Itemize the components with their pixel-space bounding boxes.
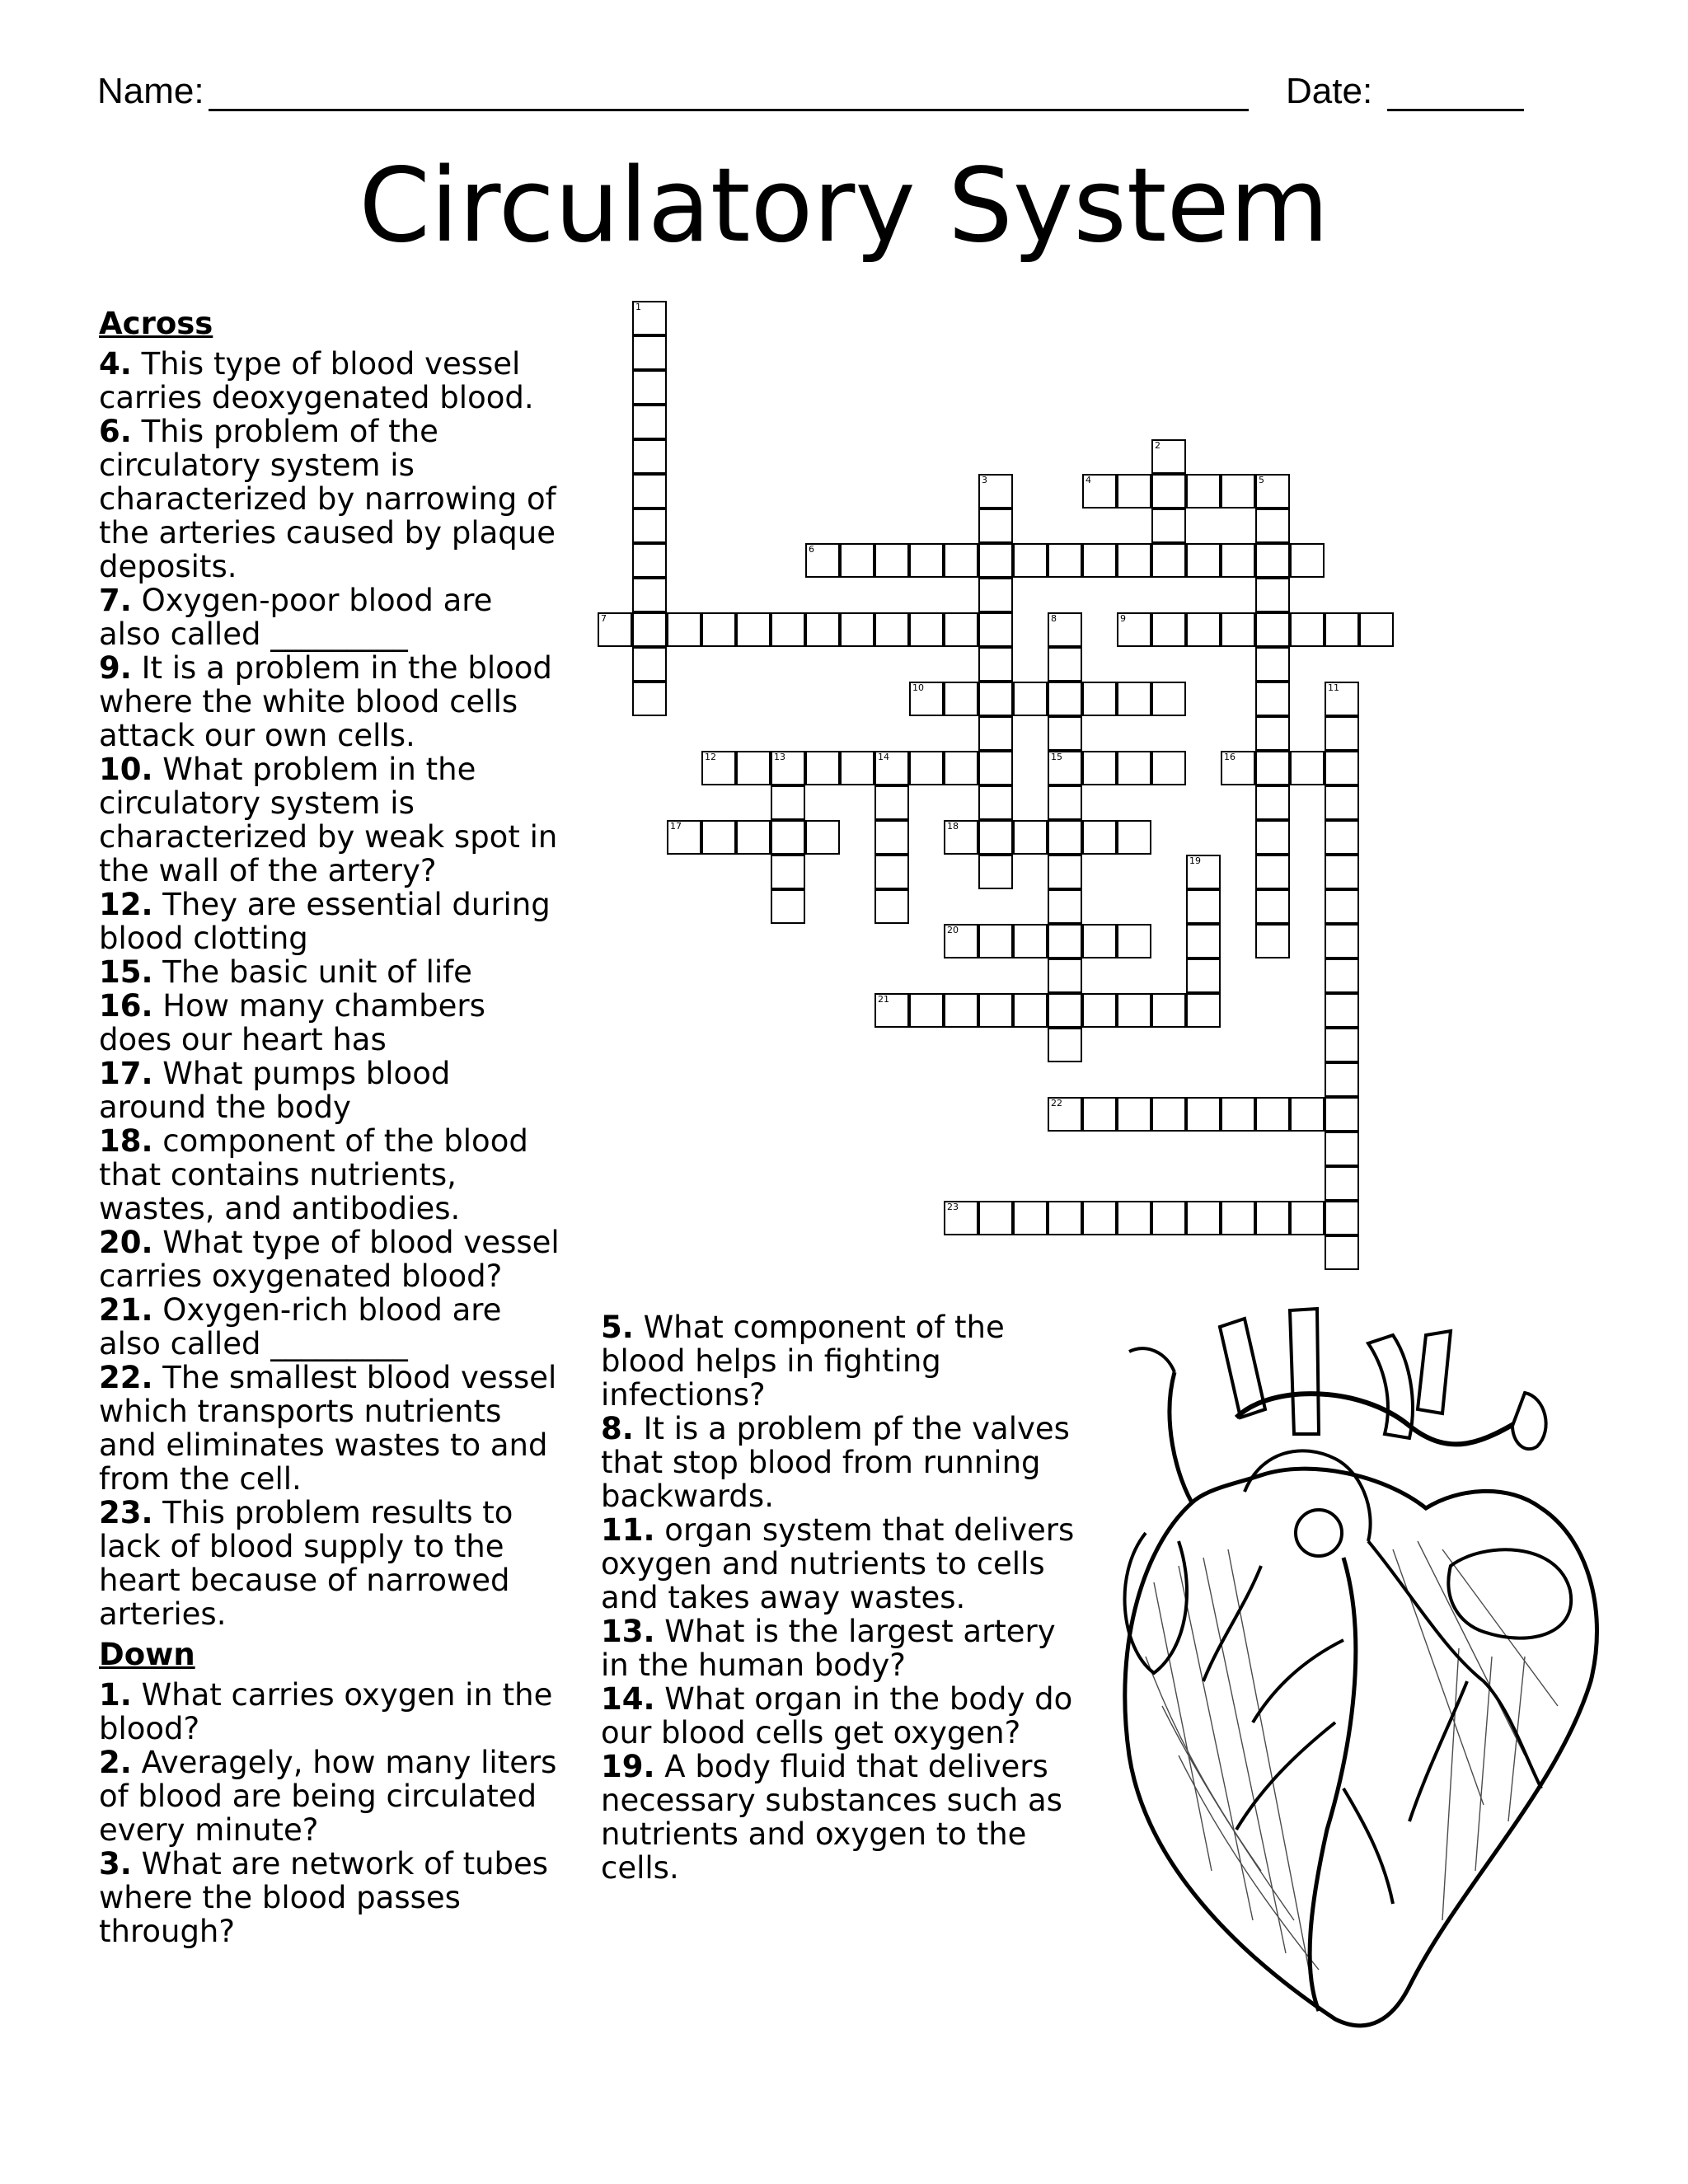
clue-text: component of the blood that contains nutrients, wastes, and antibodies. (99, 1123, 528, 1226)
crossword-cell[interactable] (978, 820, 1013, 855)
crossword-cell[interactable] (1221, 543, 1255, 578)
crossword-cell[interactable] (1359, 612, 1394, 647)
cell-number: 13 (774, 752, 785, 762)
crossword-cell[interactable] (1082, 543, 1117, 578)
crossword-cell[interactable] (944, 543, 978, 578)
clue-number: 21. (99, 1292, 153, 1328)
clue-text: It is a problem pf the valves that stop blood from running backwards. (601, 1411, 1070, 1514)
cell-number: 14 (878, 752, 889, 762)
cell-number: 7 (601, 613, 607, 624)
crossword-cell[interactable] (909, 612, 944, 647)
clue-text: Averagely, how many liters of blood are being circulated every minute? (99, 1745, 557, 1848)
clue-number: 19. (601, 1749, 655, 1784)
crossword-cell[interactable] (1151, 612, 1186, 647)
crossword-cell[interactable] (1255, 889, 1290, 924)
cell-number: 22 (1051, 1098, 1062, 1108)
crossword-cell[interactable] (1325, 716, 1359, 751)
cell-number: 15 (1051, 752, 1062, 762)
crossword-cell[interactable] (701, 612, 736, 647)
crossword-cell[interactable] (1082, 474, 1117, 509)
crossword-cell[interactable] (667, 612, 701, 647)
cell-number: 4 (1085, 475, 1091, 485)
crossword-cell[interactable] (1255, 474, 1290, 509)
crossword-cell[interactable] (1186, 993, 1221, 1028)
clue-number: 18. (99, 1123, 153, 1159)
crossword-cell[interactable] (632, 682, 667, 716)
clue-number: 1. (99, 1677, 132, 1713)
crossword-cell[interactable] (1221, 751, 1255, 785)
clue-number: 6. (99, 414, 132, 449)
clue-text: This type of blood vessel carries deoxygenated blood. (99, 346, 534, 415)
crossword-cell[interactable] (1325, 612, 1359, 647)
clue-text: What type of blood vessel carries oxygenated blood? (99, 1225, 560, 1294)
clue-text: This problem results to lack of blood supply to the heart because of narrowed arteries. (99, 1495, 513, 1632)
cell-number: 3 (982, 475, 987, 485)
crossword-cell[interactable] (1290, 612, 1325, 647)
crossword-cell[interactable] (1221, 1201, 1255, 1235)
cell-number: 5 (1259, 475, 1264, 485)
crossword-cell[interactable] (1325, 1201, 1359, 1235)
crossword-cell[interactable] (805, 612, 840, 647)
crossword-cell[interactable] (1325, 1132, 1359, 1166)
clue-number: 17. (99, 1056, 153, 1091)
crossword-cell[interactable] (771, 785, 805, 820)
crossword-cell[interactable] (978, 543, 1013, 578)
clue-number: 20. (99, 1225, 153, 1260)
crossword-cell[interactable] (944, 924, 978, 958)
crossword-cell[interactable] (1117, 474, 1151, 509)
crossword-cell[interactable] (1048, 751, 1082, 785)
crossword-cell[interactable] (944, 682, 978, 716)
clue-number: 3. (99, 1846, 132, 1882)
crossword-cell[interactable] (1048, 1028, 1082, 1062)
crossword-cell[interactable] (978, 716, 1013, 751)
crossword-cell[interactable] (1151, 1201, 1186, 1235)
crossword-cell[interactable] (1325, 1028, 1359, 1062)
clue-text: What problem in the circulatory system is characterized by weak spot in the wall of the artery? (99, 752, 558, 888)
crossword-cell[interactable] (874, 889, 909, 924)
crossword-cell[interactable] (632, 335, 667, 370)
crossword-cell[interactable] (840, 612, 874, 647)
crossword-cell[interactable] (632, 612, 667, 647)
name-label: Name: (97, 71, 204, 111)
crossword-cell[interactable] (1255, 1201, 1290, 1235)
crossword-cell[interactable] (1325, 855, 1359, 889)
anatomical-heart-illustration (1096, 1294, 1632, 2036)
crossword-cell[interactable] (1186, 1201, 1221, 1235)
crossword-cell[interactable] (1221, 612, 1255, 647)
crossword-cell[interactable] (874, 612, 909, 647)
clue-text: What organ in the body do our blood cells get oxygen? (601, 1681, 1073, 1750)
crossword-cell[interactable] (1325, 924, 1359, 958)
clue-text: The basic unit of life (152, 954, 472, 990)
crossword-cell[interactable] (978, 509, 1013, 543)
crossword-cell[interactable] (1325, 785, 1359, 820)
crossword-cell[interactable] (805, 751, 840, 785)
crossword-cell[interactable] (598, 612, 632, 647)
crossword-cell[interactable] (701, 820, 736, 855)
crossword-cell[interactable] (667, 820, 701, 855)
crossword-cell[interactable] (805, 543, 840, 578)
crossword-cell[interactable] (1117, 1097, 1151, 1132)
crossword-cell[interactable] (632, 439, 667, 474)
crossword-cell[interactable] (1013, 543, 1048, 578)
crossword-cell[interactable] (874, 543, 909, 578)
crossword-cell[interactable] (632, 578, 667, 612)
crossword-cell[interactable] (1013, 924, 1048, 958)
crossword-cell[interactable] (1325, 820, 1359, 855)
cell-number: 21 (878, 994, 889, 1005)
clue-number: 2. (99, 1745, 132, 1780)
crossword-cell[interactable] (1082, 924, 1117, 958)
crossword-cell[interactable] (1151, 509, 1186, 543)
crossword-cell[interactable] (1186, 924, 1221, 958)
crossword-cell[interactable] (1325, 1097, 1359, 1132)
crossword-cell[interactable] (1186, 889, 1221, 924)
crossword-cell[interactable] (1048, 716, 1082, 751)
crossword-cell[interactable] (1151, 751, 1186, 785)
crossword-cell[interactable] (978, 993, 1013, 1028)
crossword-cell[interactable] (1255, 924, 1290, 958)
crossword-cell[interactable] (1325, 958, 1359, 993)
crossword-cell[interactable] (1117, 682, 1151, 716)
cell-number: 19 (1189, 855, 1201, 866)
crossword-cell[interactable] (1325, 751, 1359, 785)
crossword-cell[interactable] (909, 682, 944, 716)
crossword-cell[interactable] (1255, 751, 1290, 785)
crossword-cell[interactable] (1048, 958, 1082, 993)
crossword-cell[interactable] (1117, 924, 1151, 958)
crossword-cell[interactable] (978, 578, 1013, 612)
crossword-cell[interactable] (1048, 1201, 1082, 1235)
cell-number: 23 (947, 1202, 959, 1212)
cell-number: 6 (809, 544, 814, 555)
crossword-cell[interactable] (1186, 1097, 1221, 1132)
clue-number: 7. (99, 583, 132, 618)
crossword-cell[interactable] (1186, 612, 1221, 647)
crossword-cell[interactable] (1151, 993, 1186, 1028)
crossword-cell[interactable] (1255, 1097, 1290, 1132)
cell-number: 10 (912, 682, 924, 693)
crossword-cell[interactable] (1082, 751, 1117, 785)
crossword-cell[interactable] (1255, 509, 1290, 543)
crossword-cell[interactable] (1151, 543, 1186, 578)
clue-text: A body fluid that delivers necessary substances such as nutrients and oxygen to the cells. (601, 1749, 1062, 1886)
crossword-cell[interactable] (632, 509, 667, 543)
crossword-cell[interactable] (771, 889, 805, 924)
crossword-cell[interactable] (632, 370, 667, 405)
crossword-cell[interactable] (1290, 751, 1325, 785)
crossword-cell[interactable] (1255, 785, 1290, 820)
crossword-cell[interactable] (771, 855, 805, 889)
crossword-cell[interactable] (944, 820, 978, 855)
clue-text: Oxygen-poor blood are also called _________ (99, 583, 493, 652)
clue-number: 8. (601, 1411, 634, 1446)
crossword-cell[interactable] (1325, 993, 1359, 1028)
crossword-cell[interactable] (874, 820, 909, 855)
crossword-cell[interactable] (944, 993, 978, 1028)
crossword-cell[interactable] (1325, 1235, 1359, 1270)
clue-text: What component of the blood helps in fighting infections? (601, 1310, 1005, 1413)
clue-text: organ system that delivers oxygen and nutrients to cells and takes away wastes. (601, 1512, 1075, 1615)
crossword-cell[interactable] (978, 1201, 1013, 1235)
crossword-cell[interactable] (1048, 647, 1082, 682)
crossword-cell[interactable] (944, 612, 978, 647)
crossword-cell[interactable] (978, 751, 1013, 785)
crossword-cell[interactable] (1048, 682, 1082, 716)
crossword-cell[interactable] (1325, 682, 1359, 716)
clue-number: 14. (601, 1681, 655, 1717)
crossword-cell[interactable] (874, 751, 909, 785)
crossword-cell[interactable] (1048, 889, 1082, 924)
crossword-cell[interactable] (1290, 1097, 1325, 1132)
crossword-cell[interactable] (840, 543, 874, 578)
crossword-cell[interactable] (1117, 820, 1151, 855)
crossword-cell[interactable] (1255, 612, 1290, 647)
crossword-cell[interactable] (1255, 647, 1290, 682)
clue-number: 4. (99, 346, 132, 382)
crossword-cell[interactable] (1117, 751, 1151, 785)
clue-number: 15. (99, 954, 153, 990)
clue-text: This problem of the circulatory system is characterized by narrowing of the arteries caused by plaque deposits. (99, 414, 556, 584)
crossword-cell[interactable] (874, 855, 909, 889)
crossword-cell[interactable] (1255, 578, 1290, 612)
crossword-cell[interactable] (1013, 1201, 1048, 1235)
crossword-cell[interactable] (771, 820, 805, 855)
crossword-cell[interactable] (805, 820, 840, 855)
clue-text: They are essential during blood clotting (99, 887, 551, 956)
crossword-cell[interactable] (1082, 1097, 1117, 1132)
clue-text: What carries oxygen in the blood? (99, 1677, 553, 1746)
crossword-cell[interactable] (1151, 1097, 1186, 1132)
clue-text: Oxygen-rich blood are also called _________ (99, 1292, 502, 1361)
crossword-cell[interactable] (1117, 993, 1151, 1028)
crossword-cell[interactable] (1048, 1097, 1082, 1132)
crossword-cell[interactable] (736, 612, 771, 647)
crossword-cell[interactable] (1082, 1201, 1117, 1235)
crossword-cell[interactable] (1117, 543, 1151, 578)
clue-text: The smallest blood vessel which transports nutrients and eliminates wastes to and from the cell. (99, 1360, 557, 1497)
crossword-cell[interactable] (771, 751, 805, 785)
crossword-cell[interactable] (1290, 1201, 1325, 1235)
cell-number: 9 (1120, 613, 1126, 624)
crossword-cell[interactable] (1186, 474, 1221, 509)
clue-number: 12. (99, 887, 153, 922)
crossword-cell[interactable] (1048, 993, 1082, 1028)
crossword-cell[interactable] (1048, 612, 1082, 647)
crossword-cell[interactable] (1013, 820, 1048, 855)
cell-number: 2 (1155, 440, 1160, 451)
crossword-cell[interactable] (874, 785, 909, 820)
crossword-cell[interactable] (1117, 612, 1151, 647)
crossword-cell[interactable] (978, 924, 1013, 958)
crossword-cell[interactable] (701, 751, 736, 785)
crossword-cell[interactable] (1117, 1201, 1151, 1235)
cell-number: 1 (635, 302, 641, 312)
crossword-cell[interactable] (1255, 716, 1290, 751)
crossword-cell[interactable] (632, 405, 667, 439)
crossword-cell[interactable] (771, 612, 805, 647)
clue-number: 22. (99, 1360, 153, 1395)
crossword-cell[interactable] (978, 785, 1013, 820)
crossword-cell[interactable] (840, 751, 874, 785)
cell-number: 8 (1051, 613, 1057, 624)
crossword-cell[interactable] (909, 751, 944, 785)
crossword-cell[interactable] (944, 1201, 978, 1235)
crossword-cell[interactable] (909, 543, 944, 578)
crossword-cell[interactable] (1255, 855, 1290, 889)
crossword-cell[interactable] (1255, 820, 1290, 855)
clue-number: 9. (99, 650, 132, 686)
crossword-cell[interactable] (1325, 889, 1359, 924)
clue-number: 11. (601, 1512, 655, 1548)
crossword-cell[interactable] (1221, 1097, 1255, 1132)
crossword-cell[interactable] (1186, 958, 1221, 993)
clue-text: What pumps blood around the body (99, 1056, 451, 1125)
crossword-cell[interactable] (1151, 682, 1186, 716)
crossword-cell[interactable] (1048, 924, 1082, 958)
crossword-cell[interactable] (1013, 993, 1048, 1028)
crossword-cell[interactable] (1255, 543, 1290, 578)
date-label: Date: (1286, 71, 1373, 111)
crossword-cell[interactable] (978, 612, 1013, 647)
cell-number: 17 (670, 821, 682, 832)
crossword-cell[interactable] (736, 751, 771, 785)
crossword-cell[interactable] (1325, 1166, 1359, 1201)
crossword-cell[interactable] (632, 474, 667, 509)
crossword-cell[interactable] (978, 855, 1013, 889)
crossword-cell[interactable] (944, 751, 978, 785)
crossword-cell[interactable] (1048, 855, 1082, 889)
crossword-cell[interactable] (1325, 1062, 1359, 1097)
crossword-cell[interactable] (1048, 820, 1082, 855)
cell-number: 18 (947, 821, 959, 832)
across-heading: Across (99, 306, 213, 341)
clue-text: What are network of tubes where the blood passes through? (99, 1846, 549, 1949)
cell-number: 12 (705, 752, 716, 762)
clue-number: 23. (99, 1495, 153, 1530)
clue-number: 13. (601, 1614, 655, 1649)
crossword-cell[interactable] (632, 543, 667, 578)
crossword-cell[interactable] (1151, 474, 1186, 509)
crossword-cell[interactable] (1221, 474, 1255, 509)
crossword-cell[interactable] (632, 301, 667, 335)
crossword-cell[interactable] (1013, 682, 1048, 716)
cell-number: 11 (1328, 682, 1339, 693)
crossword-cell[interactable] (1082, 993, 1117, 1028)
crossword-cell[interactable] (1186, 543, 1221, 578)
crossword-cell[interactable] (874, 993, 909, 1028)
crossword-cell[interactable] (978, 647, 1013, 682)
crossword-cell[interactable] (632, 647, 667, 682)
cell-number: 16 (1224, 752, 1236, 762)
crossword-cell[interactable] (1048, 785, 1082, 820)
clue-text: It is a problem in the blood where the white blood cells attack our own cells. (99, 650, 552, 753)
page-title: Circulatory System (359, 147, 1329, 265)
clue-number: 16. (99, 988, 153, 1024)
clue-number: 10. (99, 752, 153, 787)
crossword-cell[interactable] (909, 993, 944, 1028)
crossword-cell[interactable] (978, 682, 1013, 716)
cell-number: 20 (947, 925, 959, 935)
crossword-cell[interactable] (1082, 682, 1117, 716)
crossword-cell[interactable] (1082, 820, 1117, 855)
crossword-cell[interactable] (1151, 439, 1186, 474)
clue-text: How many chambers does our heart has (99, 988, 485, 1057)
down-heading: Down (99, 1637, 195, 1672)
crossword-cell[interactable] (736, 820, 771, 855)
crossword-cell[interactable] (978, 474, 1013, 509)
clue-number: 5. (601, 1310, 634, 1345)
crossword-cell[interactable] (1186, 855, 1221, 889)
crossword-cell[interactable] (1290, 543, 1325, 578)
crossword-cell[interactable] (1255, 682, 1290, 716)
clue-text: What is the largest artery in the human body? (601, 1614, 1056, 1683)
crossword-cell[interactable] (1048, 543, 1082, 578)
